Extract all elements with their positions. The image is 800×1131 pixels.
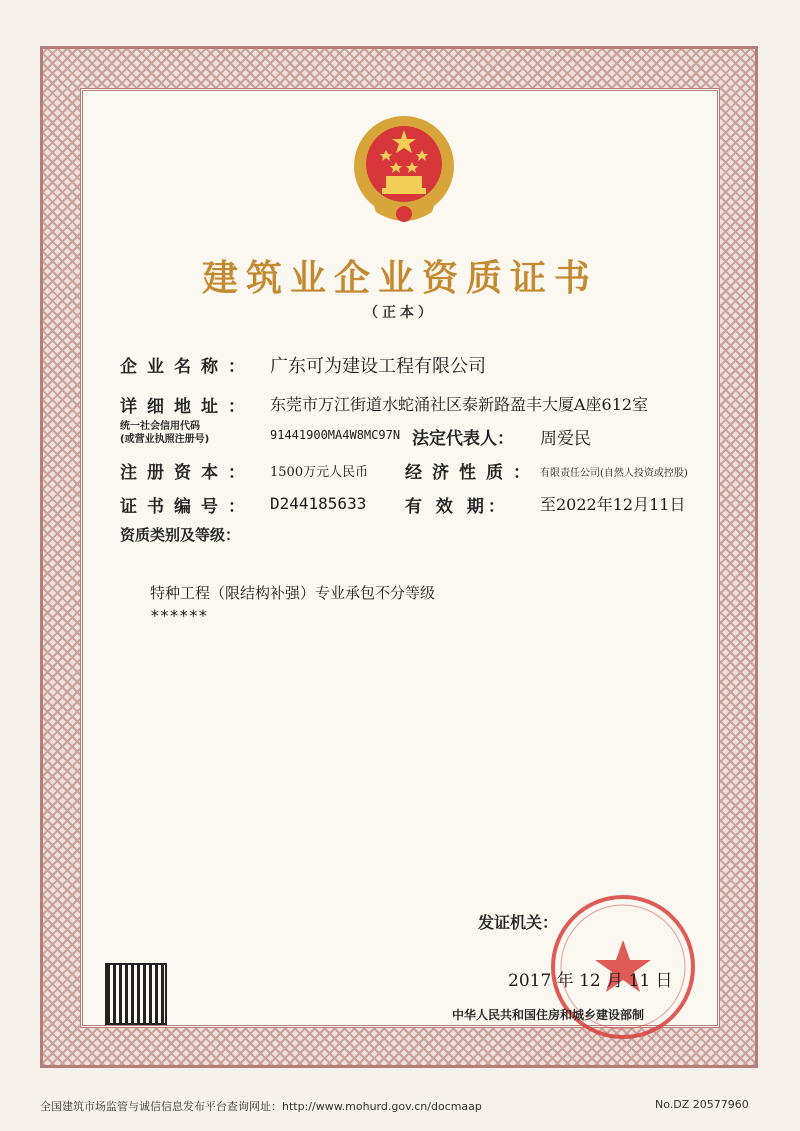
economic-type-label: 经济性质： — [405, 463, 540, 483]
national-emblem-icon — [352, 110, 456, 228]
issuer-label: 发证机关： — [478, 913, 559, 932]
company-name-value: 广东可为建设工程有限公司 — [270, 356, 486, 377]
address-value: 东莞市万江街道水蛇涌社区泰新路盈丰大厦A座612室 — [270, 395, 649, 414]
credit-code-label-line2: (或营业执照注册号) — [120, 434, 210, 445]
capital-value: 1500万元人民币 — [270, 465, 369, 480]
qualification-line: 特种工程（限结构补强）专业承包不分等级 — [150, 584, 436, 602]
qualification-label: 资质类别及等级： — [120, 526, 241, 544]
credit-code-value: 91441900MA4W8MC97N — [270, 428, 401, 442]
footer-query-url[interactable]: 全国建筑市场监管与诚信信息发布平台查询网址：http://www.mohurd.gov.cn/docmaap — [40, 1100, 482, 1113]
address-label: 详细地址： — [120, 397, 255, 417]
validity-value: 至2022年12月11日 — [540, 495, 686, 514]
certificate-subtitle: （正本） — [364, 305, 436, 321]
legal-rep-label: 法定代表人： — [412, 429, 514, 449]
capital-label: 注册资本： — [120, 463, 255, 483]
issue-date: 2017 年 12 月 11 日 — [508, 971, 673, 991]
footer-serial-number: No.DZ 20577960 — [655, 1098, 749, 1111]
cert-no-label: 证书编号： — [120, 497, 255, 517]
issuer-organization: 中华人民共和国住房和城乡建设部制 — [452, 1008, 645, 1022]
company-name-label: 企业名称： — [120, 357, 255, 377]
cert-no-value: D244185633 — [270, 494, 367, 513]
certificate-title: 建筑业企业资质证书 — [201, 258, 598, 299]
qualification-stars: ****** — [150, 606, 208, 625]
credit-code-label-line1: 统一社会信用代码 — [120, 421, 200, 432]
certificate-body — [80, 88, 720, 1028]
economic-type-value: 有限责任公司(自然人投资或控股) — [540, 468, 688, 479]
validity-label: 有 效 期： — [405, 497, 509, 517]
legal-rep-value: 周爱民 — [540, 429, 591, 449]
qr-code[interactable] — [105, 963, 167, 1025]
